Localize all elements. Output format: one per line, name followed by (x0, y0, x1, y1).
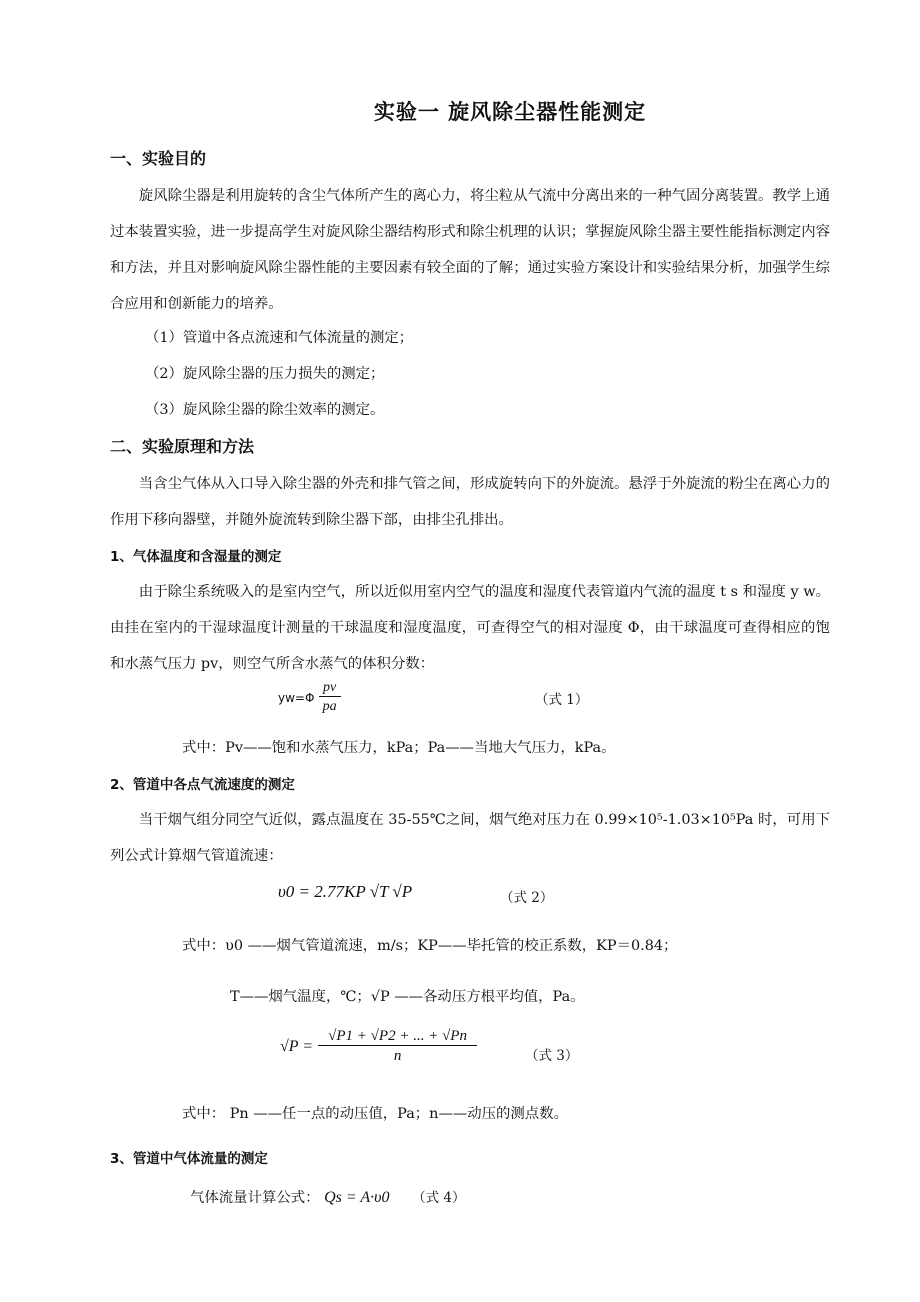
equation-3 (280, 1028, 477, 1065)
equation-1-fraction (319, 680, 341, 715)
equation-2: υ0 = 2.77KP √T √P (278, 882, 413, 901)
section-heading-principle: 二、实验原理和方法 (110, 437, 255, 456)
purpose-item-1: （1）管道中各点流速和气体流量的测定； (145, 330, 414, 346)
equation-1-denominator: pa (319, 696, 341, 715)
purpose-item-3: （3）旋风除尘器的除尘效率的测定。 (145, 402, 385, 418)
velocity-paragraph: 当干烟气组分同空气近似，露点温度在 35-55℃之间，烟气绝对压力在 0.99×10⁵-1.03×10⁵Pa 时，可用下列公式计算烟气管道流速： (110, 812, 830, 864)
subheading-temperature-humidity: 1、气体温度和含湿量的测定 (110, 549, 282, 565)
document-title: 实验一 旋风除尘器性能测定 (373, 100, 647, 124)
equation-3-numerator: √P1 + √P2 + ... + √Pn (328, 1028, 467, 1044)
equation-1-lhs: yw=Φ (278, 690, 315, 705)
subheading-flow-rate: 3、管道中气体流量的测定 (110, 1151, 268, 1167)
equation-1 (278, 680, 341, 715)
equation-4-label: （式 4） (412, 1190, 466, 1206)
equation-2-where-1: 式中：υ0 ——烟气管道流速，m/s；KP——毕托管的校正系数，KP＝0.84； (182, 938, 678, 954)
flow-rate-line (190, 1186, 465, 1207)
flow-rate-text: 气体流量计算公式： (190, 1190, 320, 1206)
subheading-velocity: 2、管道中各点气流速度的测定 (110, 777, 295, 793)
temperature-humidity-paragraph: 由于除尘系统吸入的是室内空气，所以近似用室内空气的温度和湿度代表管道内气流的温度 t s 和湿度 y w。由挂在室内的干湿球温度计测量的干球温度和湿度温度，可查得空气的相对湿度 Φ，由干球温度可查得相应的饱和水蒸气压力 pv，则空气所含水蒸气的体积分数： (110, 584, 830, 672)
equation-1-numerator: pv (322, 680, 337, 695)
equation-2-label: （式 2） (500, 890, 554, 906)
purpose-paragraph: 旋风除尘器是利用旋转的含尘气体所产生的离心力，将尘粒从气流中分离出来的一种气固分离装置。教学上通过本装置实验，进一步提高学生对旋风除尘器结构形式和除尘机理的认识；掌握旋风除尘器主要性能指标测定内容和方法，并且对影响旋风除尘器性能的主要因素有较全面的了解；通过实验方案设计和实验结果分析，加强学生综合应用和创新能力的培养。 (110, 188, 830, 312)
equation-3-fraction (318, 1028, 477, 1065)
equation-3-where: 式中： Pn ——任一点的动压值，Pa；n——动压的测点数。 (182, 1106, 568, 1122)
equation-1-where: 式中：Pv——饱和水蒸气压力，kPa；Pa——当地大气压力，kPa。 (182, 740, 616, 756)
equation-3-label: （式 3） (525, 1048, 579, 1064)
principle-paragraph: 当含尘气体从入口导入除尘器的外壳和排气管之间，形成旋转向下的外旋流。悬浮于外旋流的粉尘在离心力的作用下移向器壁，并随外旋流转到除尘器下部，由排尘孔排出。 (110, 476, 830, 528)
equation-1-label: （式 1） (535, 692, 589, 708)
equation-4: Qs = A·υ0 (324, 1189, 390, 1206)
section-heading-purpose: 一、实验目的 (110, 149, 207, 168)
equation-3-lhs: √P = (280, 1037, 314, 1055)
equation-3-denominator: n (318, 1045, 477, 1065)
equation-2-where-2: T——烟气温度，℃；√P ——各动压方根平均值，Pa。 (230, 989, 585, 1005)
purpose-item-2: （2）旋风除尘器的压力损失的测定； (145, 366, 385, 382)
